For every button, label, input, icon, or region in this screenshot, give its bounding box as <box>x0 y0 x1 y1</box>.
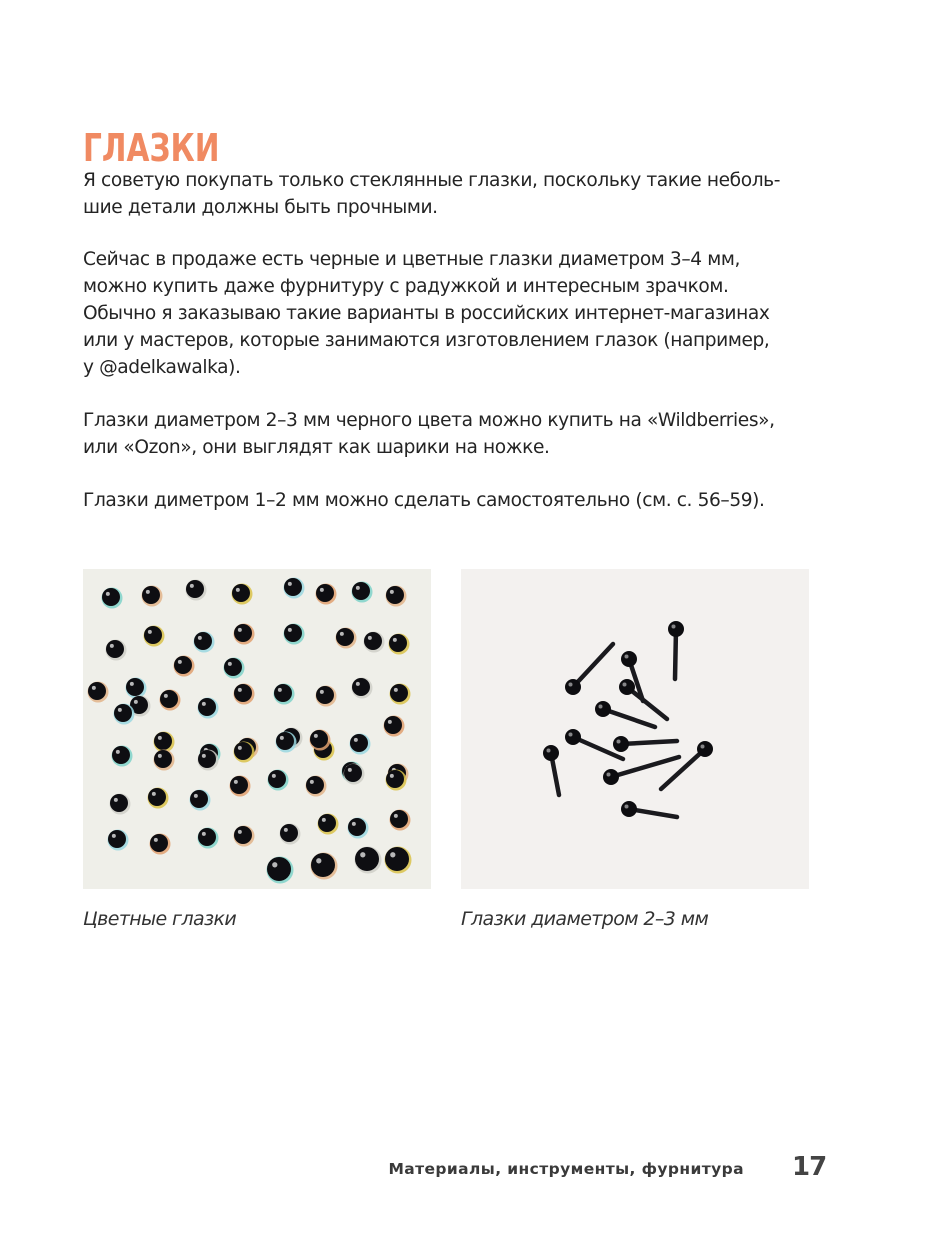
glass-eye <box>267 857 294 884</box>
figure-caption-colored-eyes: Цветные глазки <box>83 908 237 930</box>
glass-eye <box>234 826 255 847</box>
figure-caption-stem-eyes: Глазки диаметром 2–3 мм <box>461 908 709 930</box>
paragraph-intro: Я советую покупать только стеклянные глазки, поскольку такие неболь- шие детали должны быть прочными. <box>83 170 781 218</box>
glass-eye <box>194 632 215 653</box>
glass-eye <box>280 824 301 845</box>
glass-eye <box>390 684 411 705</box>
stem-eye <box>619 679 667 719</box>
glass-eye <box>110 794 131 815</box>
glass-eye <box>154 732 175 753</box>
glass-eye <box>344 764 365 785</box>
glass-eye <box>144 626 165 647</box>
stem-eye <box>661 741 713 789</box>
glass-eye <box>148 788 169 809</box>
paragraph-handmade-eyes: Глазки диметром 1–2 мм можно сделать самостоятельно (см. с. 56–59). <box>83 490 765 511</box>
glass-eye <box>390 810 411 831</box>
glass-eye <box>198 828 219 849</box>
glass-eye <box>348 818 369 839</box>
glass-eye <box>106 640 127 661</box>
glass-eye <box>284 624 305 645</box>
glass-eye <box>389 634 410 655</box>
glass-eye <box>174 656 195 677</box>
paragraph-black-eyes: Глазки диаметром 2–3 мм черного цвета можно купить на «Wildberries», или «Ozon», они выглядят как шарики на ножке. <box>83 410 775 458</box>
stem-eye <box>621 801 677 817</box>
stem-eye <box>543 745 559 795</box>
footer-section-title: Материалы, инструменты, фурнитура <box>388 1160 744 1178</box>
glass-eye <box>224 658 245 679</box>
glass-eye <box>316 686 337 707</box>
glass-eye <box>355 847 382 874</box>
glass-eye <box>274 684 295 705</box>
glass-eye <box>386 586 407 607</box>
glass-eye <box>160 690 181 711</box>
paragraph-colored-eyes: Сейчас в продаже есть черные и цветные глазки диаметром 3–4 мм, можно купить даже фурнитуру с радужкой и интересным зрачком. Обычно я заказываю такие варианты в российских интернет-магазинах или у мастеров, которые занимаются изготовлением глазок (например, у @adelkawalka). <box>83 249 770 378</box>
glass-eye <box>102 588 123 609</box>
glass-eye <box>154 750 175 771</box>
glass-eye <box>276 732 297 753</box>
glass-eye <box>112 746 133 767</box>
glass-eye <box>386 770 407 791</box>
glass-eye <box>232 584 253 605</box>
glass-eye <box>190 790 211 811</box>
glass-eye <box>114 704 135 725</box>
glass-eye <box>230 776 251 797</box>
glass-eye <box>316 584 337 605</box>
glass-eye <box>142 586 163 607</box>
glass-eye <box>364 632 385 653</box>
photo-colored-eyes <box>83 569 431 889</box>
glass-eye <box>352 582 373 603</box>
glass-eye <box>198 750 219 771</box>
glass-eye <box>385 847 412 874</box>
glass-eye <box>88 682 109 703</box>
stem-eye <box>668 621 684 679</box>
glass-eye <box>310 730 331 751</box>
glass-eye <box>284 578 305 599</box>
glass-eye <box>198 698 219 719</box>
stem-eye <box>613 736 677 752</box>
glass-eye <box>108 830 129 851</box>
glass-eye <box>311 853 338 880</box>
glass-eye <box>306 776 327 797</box>
glass-eye <box>234 624 255 645</box>
glass-eye <box>384 716 405 737</box>
page-number: 17 <box>792 1152 827 1182</box>
glass-eye <box>234 684 255 705</box>
glass-eye <box>352 678 373 699</box>
glass-eye <box>350 734 371 755</box>
stem-eye <box>565 644 613 695</box>
glass-eye <box>150 834 171 855</box>
glass-eye <box>234 742 255 763</box>
page-title: ГЛАЗКИ <box>83 126 220 171</box>
glass-eye <box>318 814 339 835</box>
glass-eye <box>336 628 357 649</box>
glass-eye <box>186 580 207 601</box>
glass-eye <box>126 678 147 699</box>
glass-eye <box>268 770 289 791</box>
photo-stem-eyes <box>461 569 809 889</box>
